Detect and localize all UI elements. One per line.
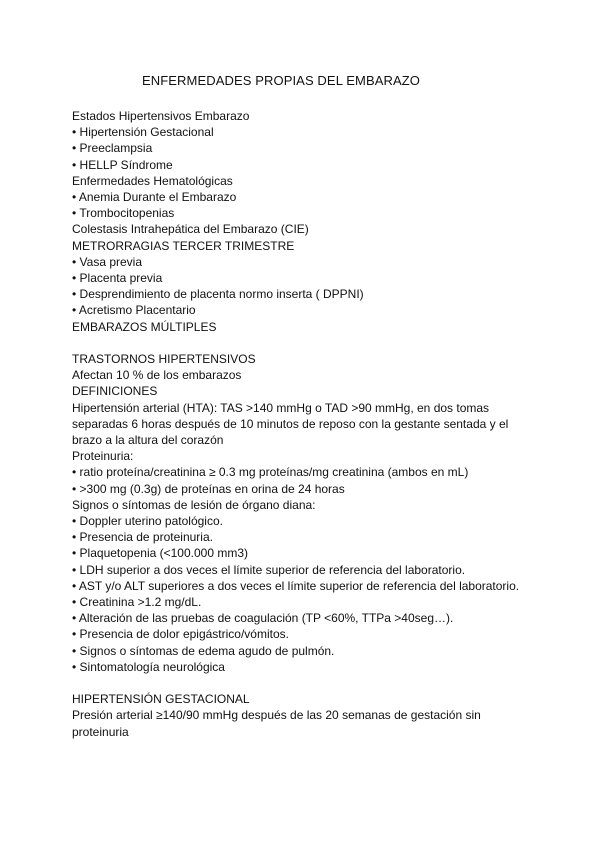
heading-multiples: EMBARAZOS MÚLTIPLES bbox=[72, 319, 217, 334]
document-title: ENFERMEDADES PROPIAS DEL EMBARAZO bbox=[141, 73, 421, 88]
prevalence-text: Afectan 10 % de los embarazos bbox=[72, 368, 242, 383]
heading-hematologic: Enfermedades Hematológicas bbox=[72, 173, 233, 188]
heading-bleeding: METRORRAGIAS TERCER TRIMESTRE bbox=[72, 238, 295, 253]
hta-definition: Hipertensión arterial (HTA): TAS >140 mmHg o TAD >90 mmHg, en dos tomas separadas 6 horas después de 10 minutos de reposo con la gestante sentada y el brazo a la altura del corazón bbox=[72, 400, 509, 448]
heading-cholestasis: Colestasis Intrahepática del Embarazo (CIE) bbox=[72, 222, 309, 237]
list-item: • Desprendimiento de placenta normo inserta ( DPPNI) bbox=[72, 286, 532, 302]
blank-line bbox=[72, 335, 532, 351]
document-body bbox=[72, 108, 532, 740]
list-item: • Vasa previa bbox=[72, 254, 532, 270]
heading-definitions: DEFINICIONES bbox=[72, 384, 158, 399]
list-item: • ratio proteína/creatinina ≥ 0.3 mg proteínas/mg creatinina (ambos en mL) bbox=[72, 464, 532, 480]
gestational-definition: Presión arterial ≥140/90 mmHg después de las 20 semanas de gestación sin proteinuria bbox=[72, 708, 481, 739]
list-item: • Trombocitopenias bbox=[72, 205, 532, 221]
list-item: • Sintomatología neurológica bbox=[72, 659, 532, 675]
list-item: • LDH superior a dos veces el límite superior de referencia del laboratorio. bbox=[72, 562, 532, 578]
heading-hypertensive-states: Estados Hipertensivos Embarazo bbox=[72, 109, 250, 123]
list-item: • HELLP Síndrome bbox=[72, 157, 532, 173]
list-item: • Acretismo Placentario bbox=[72, 302, 532, 318]
list-item: • Presencia de dolor epigástrico/vómitos. bbox=[72, 626, 532, 642]
blank-line bbox=[72, 675, 532, 691]
list-item: • Signos o síntomas de edema agudo de pulmón. bbox=[72, 643, 532, 659]
list-item: • Hipertensión Gestacional bbox=[72, 124, 532, 140]
heading-gestational: HIPERTENSIÓN GESTACIONAL bbox=[72, 692, 250, 707]
list-item: • Presencia de proteinuria. bbox=[72, 529, 532, 545]
list-item: • Plaquetopenia (<100.000 mm3) bbox=[72, 545, 532, 561]
list-item: • Preeclampsia bbox=[72, 140, 532, 156]
heading-proteinuria: Proteinuria: bbox=[72, 449, 134, 464]
list-item: • Anemia Durante el Embarazo bbox=[72, 189, 532, 205]
list-item: • Creatinina >1.2 mg/dL. bbox=[72, 594, 532, 610]
heading-signs: Signos o síntomas de lesión de órgano diana: bbox=[72, 497, 316, 512]
list-item: • >300 mg (0.3g) de proteínas en orina de 24 horas bbox=[72, 481, 532, 497]
heading-hypertensive-disorders: TRASTORNOS HIPERTENSIVOS bbox=[72, 352, 256, 367]
list-item: • Placenta previa bbox=[72, 270, 532, 286]
list-item: • Alteración de las pruebas de coagulación (TP <60%, TTPa >40seg…). bbox=[72, 610, 532, 626]
list-item: • Doppler uterino patológico. bbox=[72, 513, 532, 529]
list-item: • AST y/o ALT superiores a dos veces el límite superior de referencia del laboratorio. bbox=[72, 578, 532, 594]
